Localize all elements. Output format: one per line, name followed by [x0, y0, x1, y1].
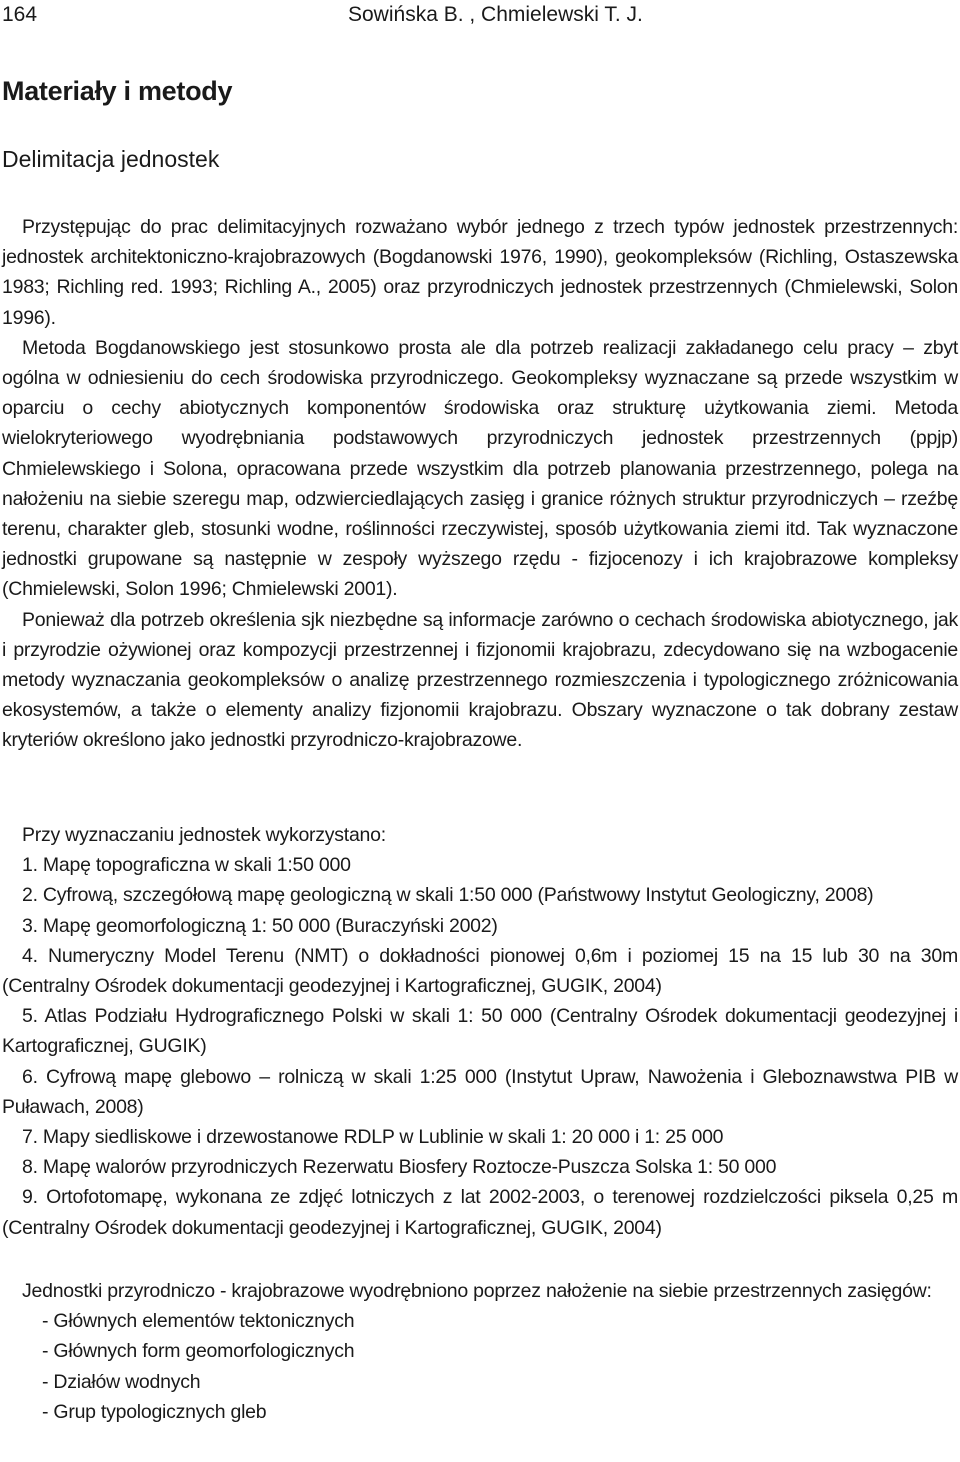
list-item: 6. Cyfrową mapę glebowo – rolniczą w skali 1:25 000 (Instytut Upraw, Nawożenia i Gleboznawstwa PIB w Puławach, 2008) — [2, 1065, 958, 1118]
list-item: - Działów wodnych — [42, 1370, 201, 1393]
sources-list — [2, 820, 958, 1243]
list-item: 9. Ortofotomapę, wykonana ze zdjęć lotniczych z lat 2002-2003, o terenowej rozdzielczości piksela 0,25 m (Centralny Ośrodek dokumentacji geodezyjnej i Kartograficznej, GUGIK, 2004) — [2, 1186, 958, 1239]
list-item: - Głównych elementów tektonicznych — [42, 1310, 355, 1333]
list-item: - Grup typologicznych gleb — [42, 1400, 267, 1423]
list-item: 7. Mapy siedliskowe i drzewostanowe RDLP w Lublinie w skali 1: 20 000 i 1: 25 000 — [22, 1126, 724, 1149]
sources-intro: Przy wyznaczaniu jednostek wykorzystano: — [22, 824, 386, 846]
page-header — [0, 2, 960, 30]
list-item: - Głównych form geomorfologicznych — [42, 1340, 355, 1363]
list-item: 2. Cyfrową, szczegółową mapę geologiczną w skali 1:50 000 (Państwowy Instytut Geologiczny, 2008) — [22, 884, 874, 907]
section-title: Materiały i metody — [2, 76, 233, 106]
list-item: 5. Atlas Podziału Hydrograficznego Polski w skali 1: 50 000 (Centralny Ośrodek dokumentacji geodezyjnej i Kartograficznej, GUGIK) — [2, 1005, 958, 1058]
subsection-title: Delimitacja jednostek — [2, 146, 220, 172]
running-head-authors: Sowińska B. , Chmielewski T. J. — [348, 3, 643, 26]
list-item: 1. Mapę topograficzna w skali 1:50 000 — [22, 854, 351, 877]
units-intro: Jednostki przyrodniczo - krajobrazowe wyodrębniono poprzez nałożenie na siebie przestrzennych zasięgów: — [22, 1280, 932, 1302]
paragraph-1: Przystępując do prac delimitacyjnych rozważano wybór jednego z trzech typów jednostek przestrzennych: jednostek architektoniczno-krajobrazowych (Bogdanowski 1976, 1990), geokompleksów (Richling, Ostaszewska 1983; Richling red. 1993; Richling A., 2005) oraz przyrodniczych jednostek przestrzennych (Chmielewski, Solon 1996). — [2, 216, 958, 329]
list-item: 8. Mapę walorów przyrodniczych Rezerwatu Biosfery Roztocze-Puszcza Solska 1: 50 000 — [22, 1156, 777, 1179]
page-number: 164 — [2, 3, 38, 26]
paragraph-3: Ponieważ dla potrzeb określenia sjk niezbędne są informacje zarówno o cechach środowiska abiotycznego, jak i przyrodzie ożywionej oraz kompozycji przestrzennej i fizjonomii krajobrazu, zdecydowano się na wzbogacenie metody wyznaczania geokompleksów o analizę przestrzennego rozmieszczenia i typologicznego zróżnicowania ekosystemów, a także o elementy analizy fizjonomii krajobrazu. Obszary wyznaczone o tak dobrany zestaw kryteriów określono jako jednostki przyrodniczo-krajobrazowe. — [2, 608, 958, 752]
list-item: 4. Numeryczny Model Terenu (NMT) o dokładności pionowej 0,6m i poziomej 15 na 15 lub 30 na 30m (Centralny Ośrodek dokumentacji geodezyjnej i Kartograficznej, GUGIK, 2004) — [2, 944, 958, 998]
body-text — [2, 212, 958, 756]
units-section — [2, 1276, 958, 1427]
paragraph-2: Metoda Bogdanowskiego jest stosunkowo prosta ale dla potrzeb realizacji zakładanego celu pracy – zbyt ogólna w odniesieniu do cech środowiska przyrodniczego. Geokompleksy wyznaczane są przede wszystkim w oparciu o cechy abiotycznych komponentów środowiska oraz strukturę użytkowania ziemi. Metoda wielokryteriowego wyodrębniania podstawowych przyrodniczych jednostek przestrzennych (ppjp) Chmielewskiego i Solona, opracowana przede wszystkim dla potrzeb planowania przestrzennego, polega na nałożeniu na siebie szeregu map, odzwierciedlających zasięg i granice różnych struktur przyrodniczych – rzeźbę terenu, charakter gleb, stosunki wodne, roślinności rzeczywistej, sposób użytkowania ziemi itd. Tak wyznaczone jednostki grupowane są następnie w zespoły wyższego rzędu - fizjocenozy i ich krajobrazowe kompleksy (Chmielewski, Solon 1996; Chmielewski 2001). — [2, 336, 958, 601]
list-item: 3. Mapę geomorfologiczną 1: 50 000 (Buraczyński 2002) — [22, 914, 498, 937]
